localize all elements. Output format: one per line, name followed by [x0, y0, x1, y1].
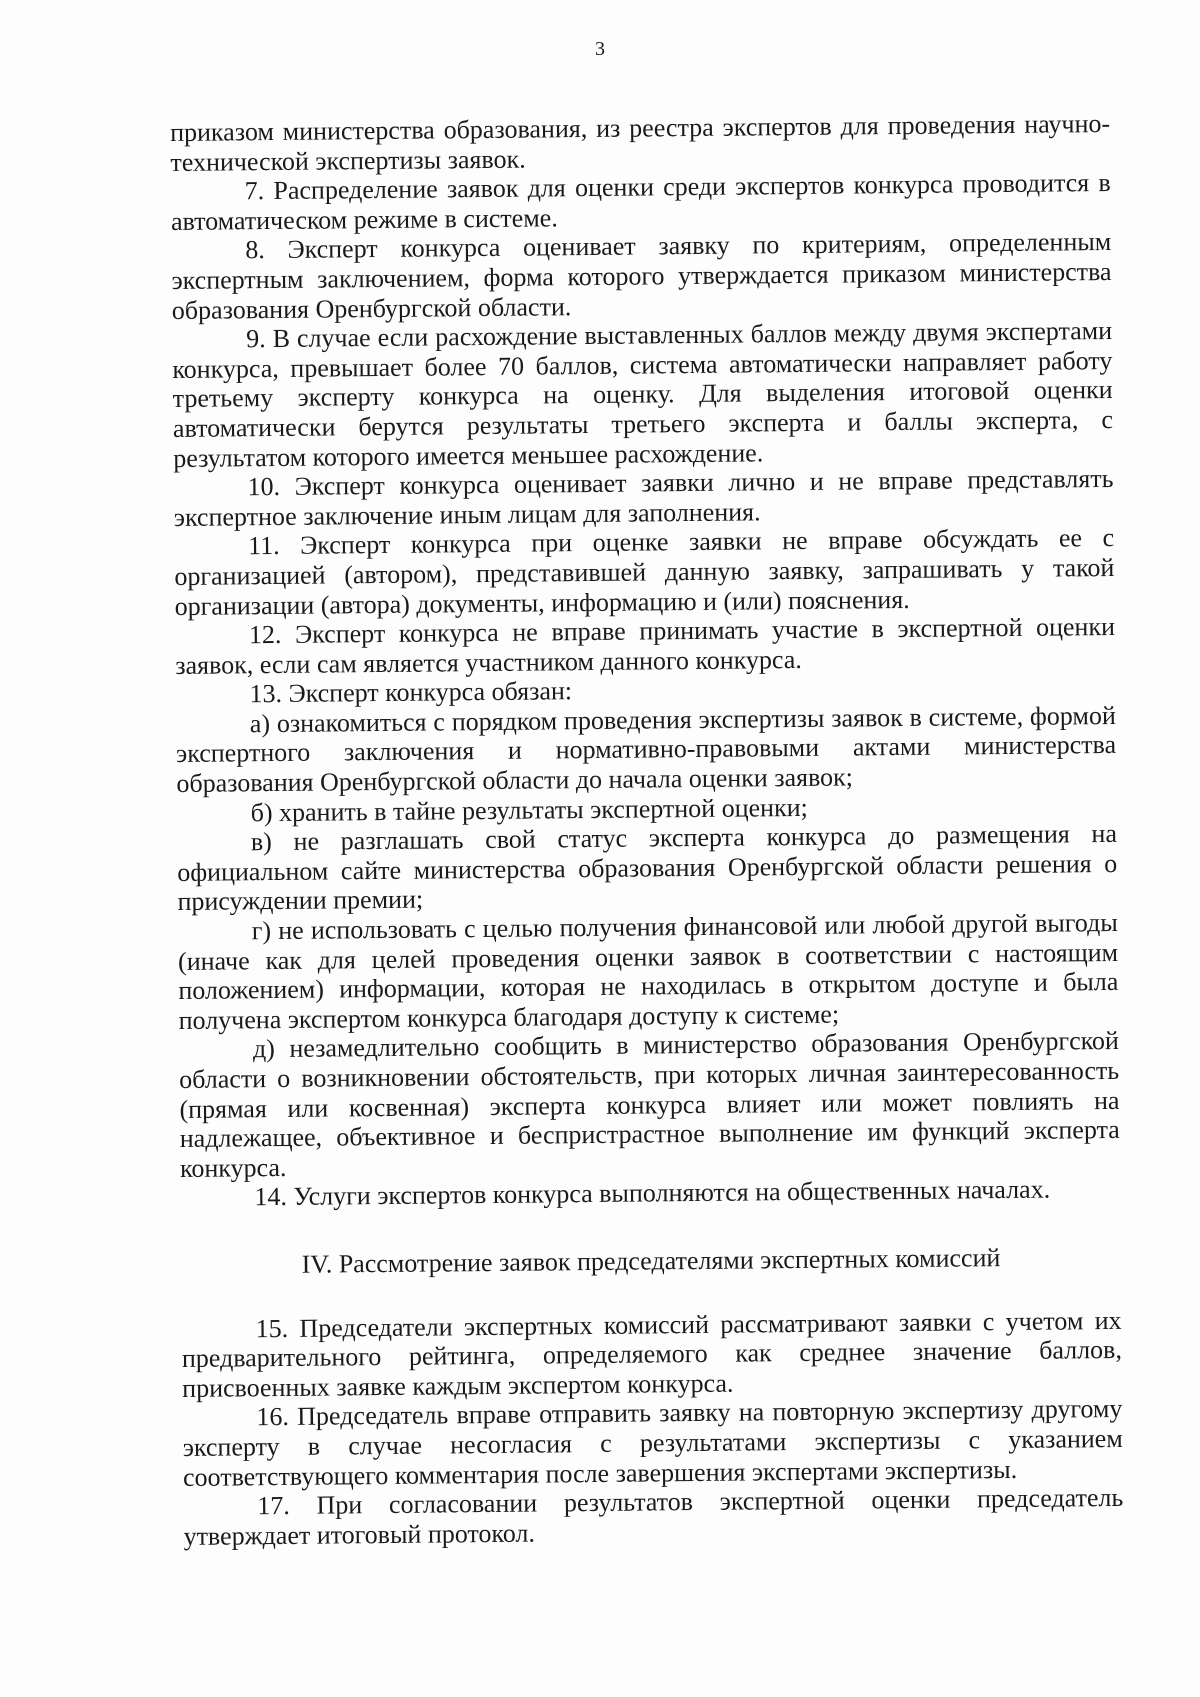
paragraph-16: 16. Председатель вправе отправить заявку на повторную экспертизу другому эксперту в случае несогласия с результатами экспертизы с указанием соответствующего комментария после завершения экспертами экспертизы. — [182, 1394, 1123, 1492]
paragraph-13-a: а) ознакомиться с порядком проведения экспертизы заявок в системе, формой экспертного заключения и нормативно-правовыми актами министерства образования Оренбургской области до начала оценки заявок; — [175, 700, 1117, 799]
paragraph-14: 14. Услуги экспертов конкурса выполняются на общественных началах. — [254, 1174, 1051, 1212]
paragraph-13-g: г) не использовать с целью получения финансовой или любой другой выгоды (иначе как для целей проведения оценки заявок в соответствии с настоящим положением) информации, которая не находилась в открытом доступе и была получена экспертом конкурса благодаря доступу к системе; — [177, 907, 1119, 1035]
paragraph-10: 10. Эксперт конкурса оценивает заявки лично и не вправе представлять экспертное заключение иным лицам для заполнения. — [173, 464, 1114, 532]
paragraph-12: 12. Эксперт конкурса не вправе принимать участие в экспертной оценки заявок, если сам является участником данного конкурса. — [175, 612, 1116, 680]
paragraph-13-d: д) незамедлительно сообщить в министерство образования Оренбургской области о возникновении обстоятельств, при которых личная заинтересованность (прямая или косвенная) эксперта конкурса влияет или может повлиять на надлежащее, объективное и беспристрастное выполнение им функций эксперта конкурса. — [179, 1026, 1120, 1183]
page-number: 3 — [595, 38, 605, 60]
paragraph-9: 9. В случае если расхождение выставленных баллов между двумя экспертами конкурса, превышает более 70 баллов, система автоматически направляет работу третьему эксперту конкурса на оценку. Для выделения итоговой оценки автоматически берутся результаты третьего эксперта и баллы эксперта, с результатом которого имеется меньшее расхождение. — [172, 316, 1114, 473]
paragraph-13-v: в) не разглашать свой статус эксперта конкурса до размещения на официальном сайте министерства образования Оренбургской области решения о присуждении премии; — [177, 819, 1118, 917]
paragraph-17: 17. При согласовании результатов экспертной оценки председатель утверждает итоговый протокол. — [183, 1483, 1124, 1551]
section-heading: IV. Рассмотрение заявок председателями экспертных комиссий — [301, 1243, 1001, 1279]
document-body — [170, 109, 1124, 1551]
paragraph-continuation: приказом министерства образования, из реестра экспертов для проведения научно-технической экспертизы заявок. — [170, 108, 1111, 177]
paragraph-11: 11. Эксперт конкурса при оценке заявки не вправе обсуждать ее с организацией (автором), представившей данную заявку, запрашивать у такой организации (автора) документы, информацию и (или) пояснения. — [174, 523, 1115, 621]
paragraph-13-b: б) хранить в тайне результаты экспертной оценки; — [250, 792, 808, 827]
paragraph-15: 15. Председатели экспертных комиссий рассматривают заявки с учетом их предварительного рейтинга, определяемого как среднее значение баллов, присвоенных заявке каждым экспертом конкурса. — [181, 1305, 1123, 1403]
paragraph-7: 7. Распределение заявок для оценки среди экспертов конкурса проводится в автоматическом режиме в системе. — [170, 168, 1111, 236]
paragraph-13: 13. Эксперт конкурса обязан: — [249, 676, 573, 709]
paragraph-8: 8. Эксперт конкурса оценивает заявку по критериям, определенным экспертным заключением, форма которого утверждается приказом министерства образования Оренбургской области. — [171, 227, 1112, 325]
